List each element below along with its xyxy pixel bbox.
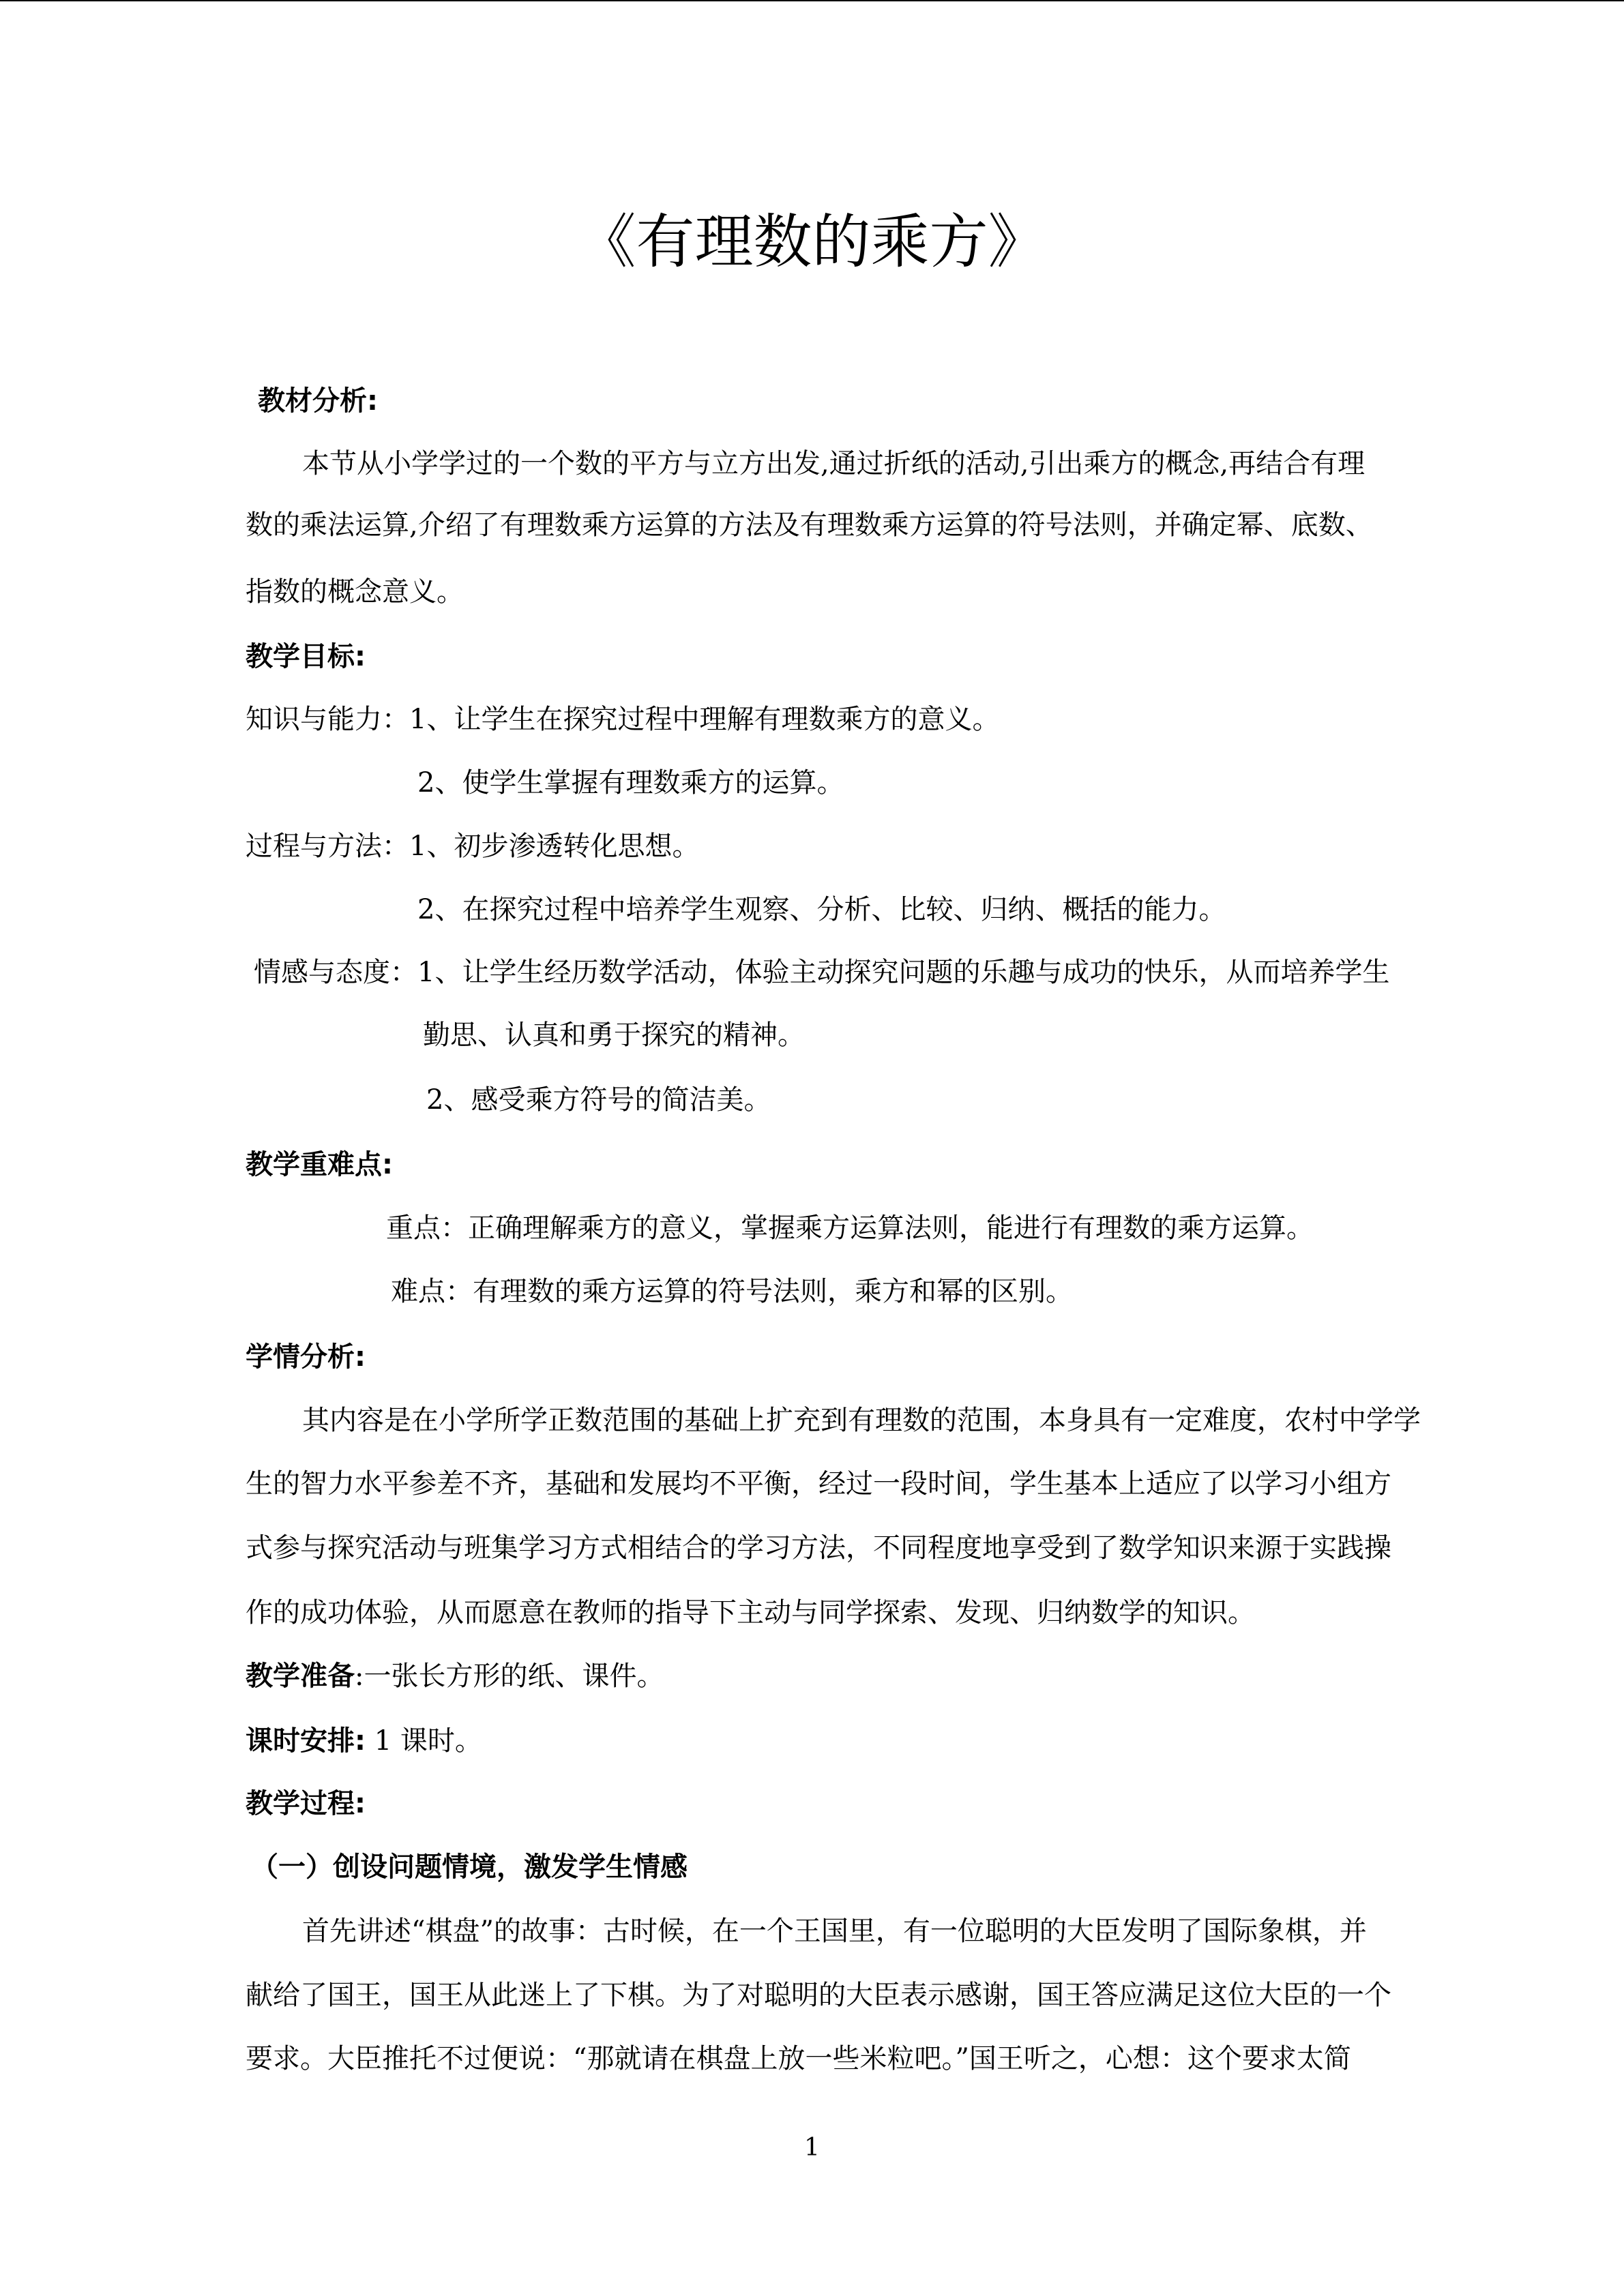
student-analysis-line-4: 作的成功体验，从而愿意在教师的指导下主动与同学探索、发现、归纳数学的知识。: [246, 1597, 1255, 1628]
student-analysis-heading-text: 学情分析:: [246, 1341, 366, 1373]
emotion-attitude-1: 情感与态度：1、让学生经历数学活动，体验主动探究问题的乐趣与成功的快乐，从而培养学生: [254, 957, 1390, 988]
process-method-1: 过程与方法：1、初步渗透转化思想。: [246, 831, 700, 862]
teaching-process-heading: [246, 1785, 366, 1823]
student-analysis-line-1: 其内容是在小学所学正数范围的基础上扩充到有理数的范围，本身具有一定难度，农村中学学: [302, 1405, 1421, 1436]
emotion-attitude-2: 2、感受乘方符号的简洁美。: [426, 1084, 771, 1116]
emotion-attitude-1-continued: 勤思、认真和勇于探究的精神。: [423, 1019, 805, 1051]
schedule-text: 1 课时。: [366, 1725, 482, 1757]
student-analysis-heading: [246, 1338, 366, 1376]
teaching-goals-heading-text: 教学目标:: [246, 641, 366, 672]
student-analysis-line-2: 生的智力水平参差不齐，基础和发展均不平衡，经过一段时间，学生基本上适应了以学习小组方: [246, 1468, 1391, 1500]
key-points-heading-text: 教学重难点:: [246, 1149, 393, 1180]
document-title: 《有理数的乘方》: [577, 208, 1047, 276]
preparation-line: [246, 1657, 664, 1695]
schedule-heading: 课时安排:: [246, 1725, 366, 1757]
knowledge-ability-1: 知识与能力：1、让学生在探究过程中理解有理数乘方的意义。: [246, 704, 1000, 735]
schedule-line: [246, 1722, 482, 1760]
process-method-2: 2、在探究过程中培养学生观察、分析、比较、归纳、概括的能力。: [417, 894, 1226, 925]
key-points-heading: [246, 1146, 393, 1184]
process-line-1: 首先讲述“棋盘”的故事：古时候，在一个王国里，有一位聪明的大臣发明了国际象棋，并: [302, 1915, 1367, 1947]
page-number: 1: [804, 2134, 820, 2162]
difficult-point: 难点：有理数的乘方运算的符号法则，乘方和幂的区别。: [391, 1276, 1073, 1307]
material-analysis-line-2: 数的乘法运算,介绍了有理数乘方运算的方法及有理数乘方运算的符号法则，并确定幂、底数、: [246, 509, 1373, 541]
preparation-text: :一张长方形的纸、课件。: [355, 1660, 664, 1692]
key-point: 重点：正确理解乘方的意义，掌握乘方运算法则，能进行有理数的乘方运算。: [386, 1212, 1314, 1244]
top-border-rule: [0, 0, 1624, 1]
section-1-heading: [251, 1848, 688, 1886]
material-analysis-heading: [258, 382, 378, 420]
teaching-goals-heading: [246, 638, 366, 676]
material-analysis-line-3: 指数的概念意义。: [246, 576, 464, 608]
material-analysis-heading-text: 教材分析:: [258, 385, 378, 417]
process-line-3: 要求。大臣推托不过便说：“那就请在棋盘上放一些米粒吧。”国王听之，心想：这个要求太简: [246, 2043, 1351, 2074]
student-analysis-line-3: 式参与探究活动与班集学习方式相结合的学习方法，不同程度地享受到了数学知识来源于实践操: [246, 1532, 1391, 1564]
preparation-heading: 教学准备: [246, 1660, 355, 1692]
process-line-2: 献给了国王，国王从此迷上了下棋。为了对聪明的大臣表示感谢，国王答应满足这位大臣的一个: [246, 1980, 1391, 2011]
teaching-process-heading-text: 教学过程:: [246, 1788, 366, 1819]
knowledge-ability-2: 2、使学生掌握有理数乘方的运算。: [417, 767, 844, 799]
material-analysis-line-1: 本节从小学学过的一个数的平方与立方出发,通过折纸的活动,引出乘方的概念,再结合有理: [302, 448, 1365, 479]
section-1-heading-text: （一）创设问题情境，激发学生情感: [251, 1851, 688, 1883]
